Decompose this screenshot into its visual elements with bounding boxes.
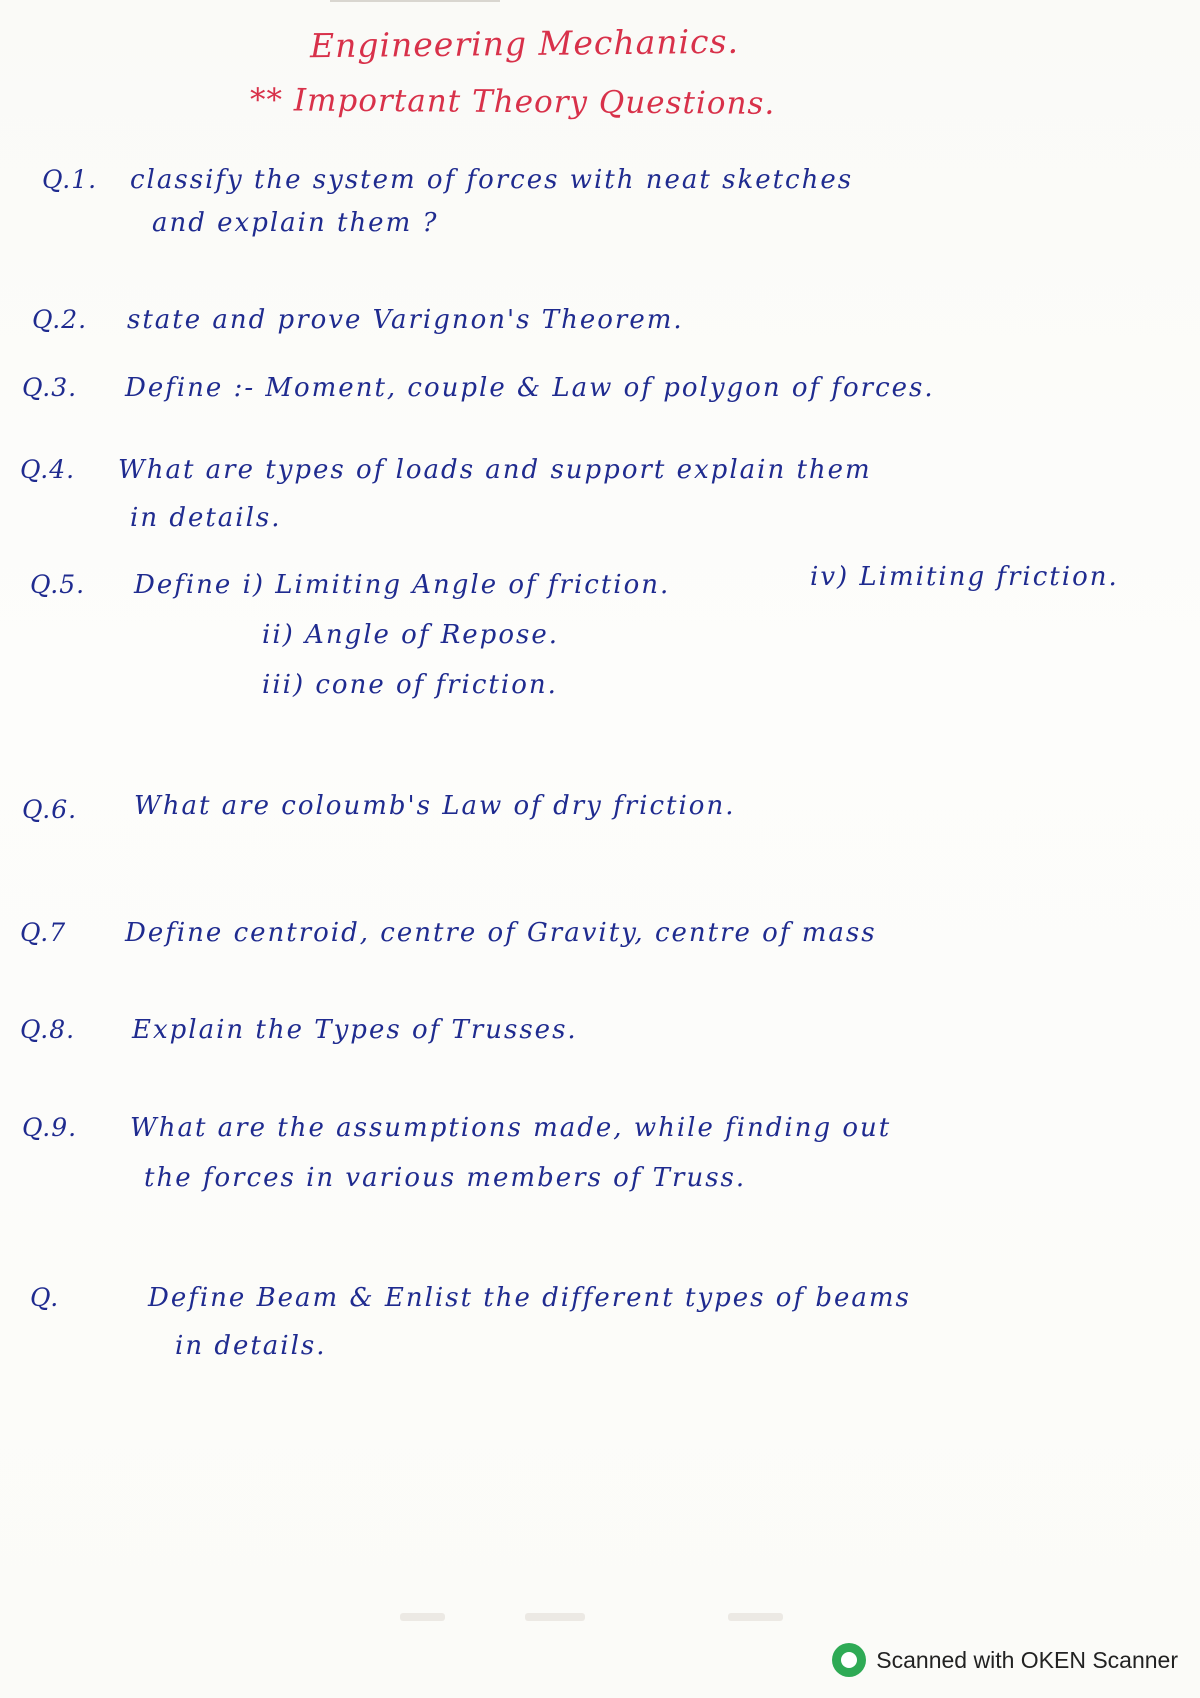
scan-artifact (728, 1613, 783, 1621)
question-text: Define :- Moment, couple & Law of polygon of forces. (125, 373, 935, 403)
question-number: Q.1. (42, 165, 98, 194)
question-text: What are the assumptions made, while finding out (130, 1113, 892, 1143)
question-text: Define Beam & Enlist the different types of beams (148, 1283, 911, 1313)
question-text: state and prove Varignon's Theorem. (127, 305, 684, 335)
scan-artifact (400, 1613, 445, 1621)
question-number: Q.4. (20, 455, 76, 484)
question-number: Q. (30, 1283, 60, 1312)
question-text: What are coloumb's Law of dry friction. (134, 791, 736, 821)
question-subitem: iii) cone of friction. (262, 670, 558, 700)
scanner-watermark (832, 1640, 1178, 1680)
question-number: Q.3. (22, 373, 78, 402)
oken-scanner-logo-icon (832, 1643, 866, 1677)
question-number: Q.6. (22, 795, 78, 824)
question-text: iv) Limiting friction. (810, 562, 1119, 592)
scanner-label: Scanned with OKEN Scanner (876, 1646, 1178, 1673)
page-title: Engineering Mechanics. (309, 21, 740, 66)
question-text: Define i) Limiting Angle of friction. (134, 570, 671, 600)
question-number: Q.9. (22, 1113, 78, 1142)
question-text: Explain the Types of Trusses. (132, 1015, 578, 1045)
question-text: in details. (175, 1331, 327, 1361)
question-text: in details. (130, 503, 282, 533)
question-text: Define centroid, centre of Gravity, centre of mass (125, 918, 877, 948)
page-edge-mark (330, 0, 500, 2)
question-number: Q.5. (30, 570, 86, 599)
question-text: the forces in various members of Truss. (144, 1163, 747, 1193)
question-subitem: ii) Angle of Repose. (262, 620, 559, 650)
question-number: Q.7 (20, 918, 67, 947)
question-text: classify the system of forces with neat sketches (130, 165, 854, 195)
page-subtitle: ** Important Theory Questions. (249, 82, 776, 122)
question-text: What are types of loads and support explain them (118, 455, 872, 485)
question-number: Q.2. (32, 305, 88, 334)
question-text: and explain them ? (152, 208, 439, 238)
scan-artifact (525, 1613, 585, 1621)
question-number: Q.8. (20, 1015, 76, 1044)
